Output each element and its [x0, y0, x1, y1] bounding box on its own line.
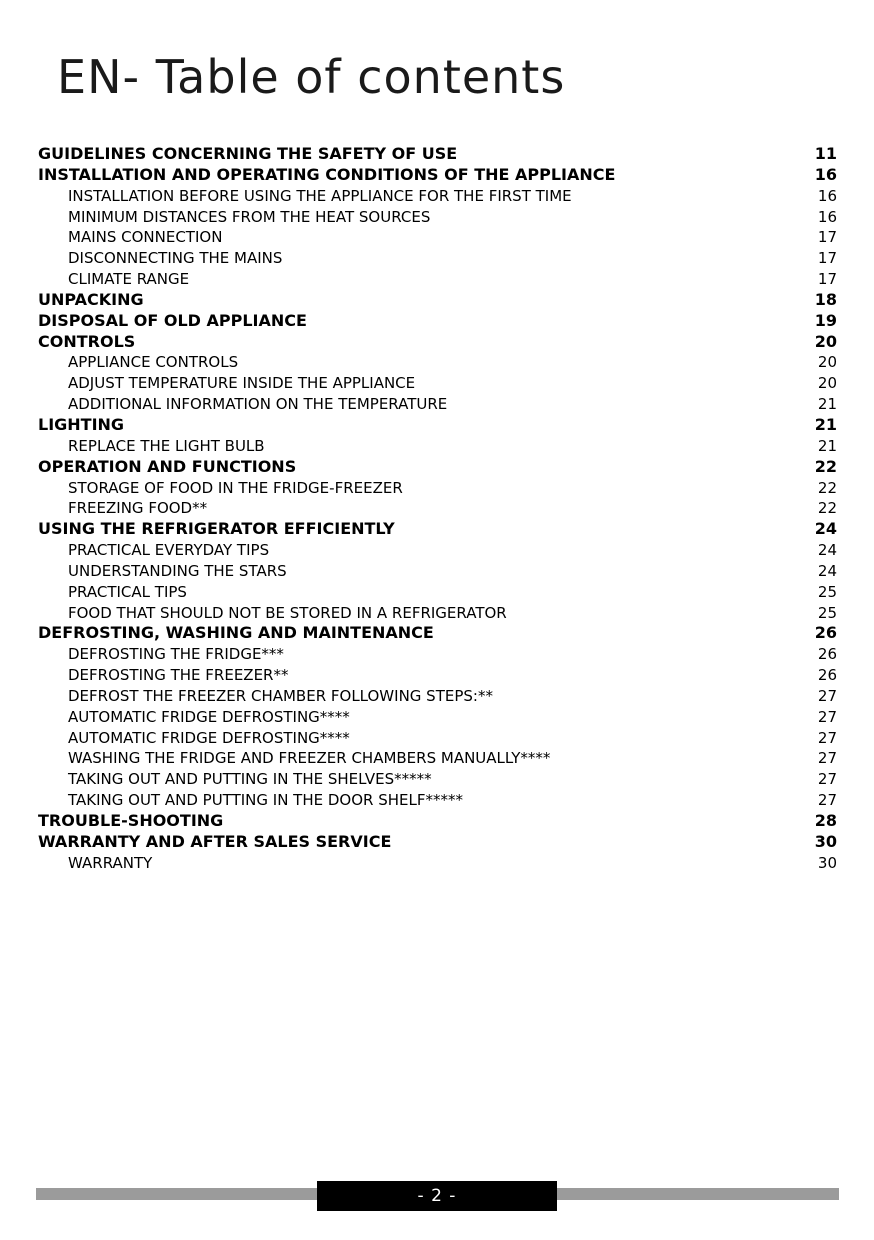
toc-entry: [38, 269, 837, 290]
toc-entry-page: 26: [817, 666, 837, 685]
toc-entry-page: 18: [814, 289, 837, 309]
toc-entry-label: UNPACKING: [38, 289, 144, 309]
toc-entry: [38, 790, 837, 811]
toc-entry-label: STORAGE OF FOOD IN THE FRIDGE-FREEZER: [68, 478, 403, 497]
toc-entry: [38, 707, 837, 728]
toc-entry-label: AUTOMATIC FRIDGE DEFROSTING****: [68, 707, 350, 726]
toc-entry-label: WARRANTY AND AFTER SALES SERVICE: [38, 831, 392, 851]
toc-entry: [38, 603, 837, 624]
toc-entry: [38, 207, 837, 228]
toc-entry: [38, 478, 837, 499]
toc-entry: [38, 832, 837, 853]
toc-entry-label: LIGHTING: [38, 414, 125, 434]
toc-entry-page: 24: [817, 541, 837, 560]
toc-entry-label: DISCONNECTING THE MAINS: [68, 249, 283, 268]
toc-entry-label: FREEZING FOOD**: [68, 499, 208, 518]
toc-entry-label: REPLACE THE LIGHT BULB: [68, 436, 265, 455]
toc-entry: [38, 811, 837, 832]
toc-entry-page: 17: [817, 249, 837, 268]
toc-entry-page: 17: [817, 270, 837, 289]
toc-entry: [38, 540, 837, 561]
toc-entry-page: 27: [817, 749, 837, 768]
toc-entry-page: 26: [817, 645, 837, 664]
toc-entry-label: ADDITIONAL INFORMATION ON THE TEMPERATURE: [68, 395, 448, 414]
toc-entry: [38, 686, 837, 707]
toc-entry: [38, 165, 837, 186]
toc-entry-label: MINIMUM DISTANCES FROM THE HEAT SOURCES: [68, 207, 431, 226]
toc-entry-label: PRACTICAL TIPS: [68, 582, 187, 601]
toc-entry-label: TAKING OUT AND PUTTING IN THE SHELVES*****: [68, 770, 432, 789]
toc-entry: [38, 498, 837, 519]
toc-entry: [38, 853, 837, 874]
toc-entry: [38, 582, 837, 603]
toc-entry: [38, 144, 837, 165]
toc-entry-page: 20: [817, 353, 837, 372]
toc-entry: [38, 415, 837, 436]
toc-entry: [38, 352, 837, 373]
toc-entry: [38, 623, 837, 644]
toc-entry-page: 22: [817, 499, 837, 518]
toc-entry-page: 27: [817, 707, 837, 726]
toc-entry: [38, 436, 837, 457]
toc-entry-page: 11: [814, 144, 837, 163]
toc-entry-page: 27: [817, 770, 837, 789]
toc-entry-page: 16: [814, 164, 837, 184]
toc-entry-page: 24: [814, 519, 837, 539]
toc-entry-page: 21: [817, 395, 837, 414]
page-title: EN- Table of contents: [57, 50, 566, 104]
toc-entry: [38, 665, 837, 686]
page-number-badge: [317, 1181, 557, 1211]
toc-entry-page: 21: [817, 436, 837, 455]
toc-entry-page: 28: [814, 811, 837, 830]
toc-entry-page: 30: [814, 831, 837, 851]
toc-entry: [38, 748, 837, 769]
toc-entry-label: DEFROSTING, WASHING AND MAINTENANCE: [38, 623, 434, 643]
toc-entry-page: 17: [817, 228, 837, 247]
toc-entry-label: TAKING OUT AND PUTTING IN THE DOOR SHELF*****: [68, 791, 463, 810]
toc-entry-page: 27: [817, 686, 837, 705]
toc-entry: [38, 373, 837, 394]
toc-entry-page: 20: [814, 331, 837, 351]
toc-entry-label: PRACTICAL EVERYDAY TIPS: [68, 541, 270, 560]
toc-entry-page: 30: [817, 853, 837, 872]
toc-entry-page: 20: [817, 374, 837, 393]
toc-entry: [38, 561, 837, 582]
toc-entry-page: 21: [814, 414, 837, 434]
toc-entry-label: GUIDELINES CONCERNING THE SAFETY OF USE: [38, 144, 458, 163]
toc-entry: [38, 186, 837, 207]
toc-entry: [38, 519, 837, 540]
toc-entry-page: 25: [817, 582, 837, 601]
toc-entry-page: 27: [817, 728, 837, 747]
toc-entry-label: DEFROSTING THE FRIDGE***: [68, 645, 284, 664]
toc-entry: [38, 394, 837, 415]
toc-entry-page: 26: [814, 623, 837, 643]
toc-entry-label: AUTOMATIC FRIDGE DEFROSTING****: [68, 728, 350, 747]
toc-entry: [38, 644, 837, 665]
toc-entry-label: MAINS CONNECTION: [68, 228, 223, 247]
toc-entry-page: 24: [817, 561, 837, 580]
toc-entry-page: 27: [817, 791, 837, 810]
toc-entry-label: INSTALLATION AND OPERATING CONDITIONS OF THE APPLIANCE: [38, 164, 616, 184]
toc-entry-label: CLIMATE RANGE: [68, 270, 190, 289]
toc-entry: [38, 311, 837, 332]
toc-entry-page: 19: [814, 310, 837, 330]
toc-entry-label: WASHING THE FRIDGE AND FREEZER CHAMBERS MANUALLY****: [68, 749, 551, 768]
toc-entry-page: 22: [814, 456, 837, 476]
toc-entry-label: DISPOSAL OF OLD APPLIANCE: [38, 310, 307, 330]
toc-entry: [38, 332, 837, 353]
toc-entry: [38, 769, 837, 790]
toc-entry-label: TROUBLE-SHOOTING: [38, 811, 224, 830]
toc-entry: [38, 290, 837, 311]
toc-entry-label: DEFROSTING THE FREEZER**: [68, 666, 289, 685]
toc-entry-label: INSTALLATION BEFORE USING THE APPLIANCE FOR THE FIRST TIME: [68, 186, 572, 205]
toc-entry: [38, 457, 837, 478]
toc-entry-label: CONTROLS: [38, 331, 136, 351]
toc-entry-page: 25: [817, 603, 837, 622]
toc-entry-label: ADJUST TEMPERATURE INSIDE THE APPLIANCE: [68, 374, 416, 393]
toc-entry-label: WARRANTY: [68, 853, 153, 872]
toc-entry: [38, 227, 837, 248]
toc-entry-label: DEFROST THE FREEZER CHAMBER FOLLOWING STEPS:**: [68, 686, 493, 705]
toc-entry-page: 22: [817, 478, 837, 497]
toc-entry-label: OPERATION AND FUNCTIONS: [38, 456, 297, 476]
page-number-label: - 2 -: [417, 1186, 457, 1206]
table-of-contents: [38, 144, 837, 874]
toc-entry: [38, 728, 837, 749]
toc-entry-label: UNDERSTANDING THE STARS: [68, 561, 287, 580]
toc-entry-label: APPLIANCE CONTROLS: [68, 353, 239, 372]
toc-entry-label: FOOD THAT SHOULD NOT BE STORED IN A REFRIGERATOR: [68, 603, 507, 622]
toc-entry-page: 16: [817, 207, 837, 226]
toc-entry: [38, 248, 837, 269]
toc-entry-page: 16: [817, 186, 837, 205]
toc-entry-label: USING THE REFRIGERATOR EFFICIENTLY: [38, 519, 395, 539]
